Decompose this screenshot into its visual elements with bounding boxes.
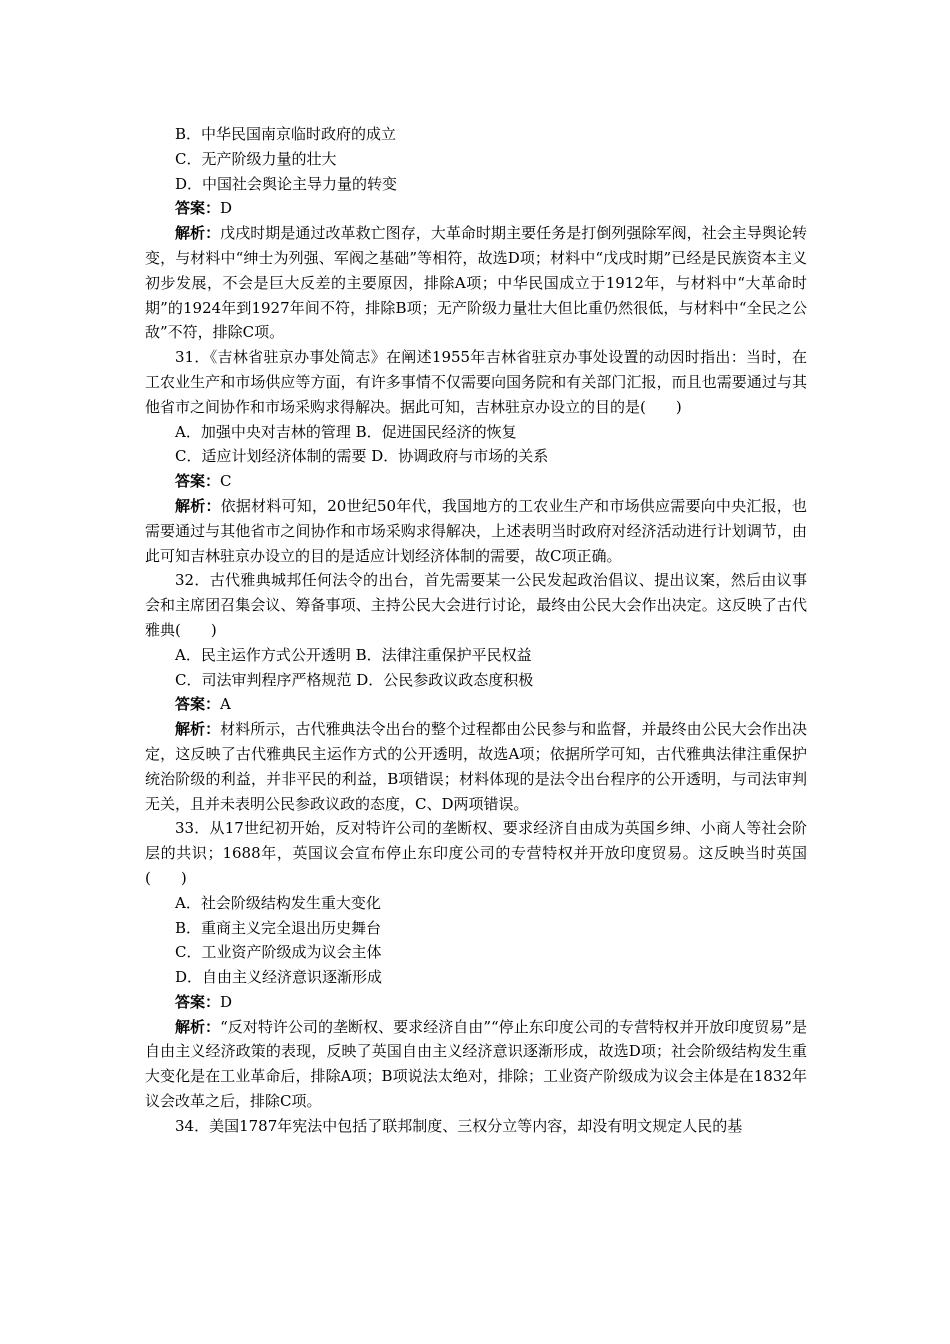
q31-analysis [145,494,807,568]
q33-answer [145,990,807,1015]
q30-answer [145,196,807,221]
q33-option-d: D．自由主义经济意识逐渐形成 [175,968,383,987]
document-page [145,122,807,1139]
answer-label: 答案： [175,992,221,1011]
q33-option-c: C．工业资产阶级成为议会主体 [175,943,382,962]
answer-label: 答案： [175,695,221,714]
q32-options-cd: C．司法审判程序严格规范 D．公民参政议政态度积极 [175,670,534,689]
q31-options-cd: C．适应计划经济体制的需要 D．协调政府与市场的关系 [175,447,549,466]
answer-value: D [220,992,233,1011]
answer-label: 答案： [175,199,221,218]
answer-value: A [220,695,231,714]
q30-option-b: B．中华民国南京临时政府的成立 [175,125,397,143]
answer-value: C [220,472,232,491]
analysis-label: 解析： [175,224,221,243]
q33-option-b: B．重商主义完全退出历史舞台 [175,918,382,937]
q33-option-a: A．社会阶级结构发生重大变化 [175,893,381,912]
q31-options-ab: A．加强中央对吉林的管理 B．促进国民经济的恢复 [175,422,517,441]
q32-options-ab: A．民主运作方式公开透明 B．法律注重保护平民权益 [175,645,532,664]
analysis-text: 戊戌时期是通过改革救亡图存，大革命时期主要任务是打倒列强除军阀，社会主导舆论转变，与材料中“绅士为列强、军阀之基础”等相符，故选D项；材料中“戊戌时期”已经是民族资本主义初步发展，不会是巨大反差的主要原因，排除A项；中华民国成立于1912年，与材料中“大革命时期”的1924年到1927年间不符，排除B项；无产阶级力量壮大但比重仍然很低，与材料中“全民之公敌”不符，排除C项。 [145,224,807,342]
analysis-text: “反对特许公司的垄断权、要求经济自由”“停止东印度公司的专营特权并开放印度贸易”是自由主义经济政策的表现，反映了英国自由主义经济意识逐渐形成，故选D项；社会阶级结构发生重大变化是在工业革命后，排除A项；B项说法太绝对，排除；工业资产阶级成为议会主体是在1832年议会改革之后，排除C项。 [145,1017,807,1111]
q31-answer [145,469,807,494]
q32-answer [145,692,807,717]
q33-analysis [145,1015,807,1114]
q30-option-d: D．中国社会舆论主导力量的转变 [175,174,398,193]
q32-stem: 32．古代雅典城邦任何法令的出台，首先需要某一公民发起政治倡议、提出议案，然后由议事会和主席团召集会议、筹备事项、主持公民大会进行讨论，最终由公民大会作出决定。这反映了古代雅典( ) [145,571,807,639]
analysis-text: 材料所示，古代雅典法令出台的整个过程都由公民参与和监督，并最终由公民大会作出决定，这反映了古代雅典民主运作方式的公开透明，故选A项；依据所学可知，古代雅典法律注重保护统治阶级的利益，并非平民的利益，B项错误；材料体现的是法令出台程序的公开透明，与司法审判无关，且并未表明公民参政议政的态度，C、D两项错误。 [145,720,807,813]
q31-stem: 31．《吉林省驻京办事处简志》在阐述1955年吉林省驻京办事处设置的动因时指出：当时，在工农业生产和市场供应等方面，有许多事情不仅需要向国务院和有关部门汇报，而且也需要通过与其他省市之间协作和市场采购求得解决。据此可知，吉林驻京办设立的目的是( ) [145,348,807,416]
q30-option-c: C．无产阶级力量的壮大 [175,149,337,168]
answer-label: 答案： [175,472,221,491]
q30-analysis [145,221,807,345]
analysis-label: 解析： [175,496,221,515]
analysis-text: 依据材料可知，20世纪50年代，我国地方的工农业生产和市场供应需要向中央汇报，也需要通过与其他省市之间协作和市场采购求得解决，上述表明当时政府对经济活动进行计划调节，由此可知吉林驻京办设立的目的是适应计划经济体制的需要，故C项正确。 [145,496,807,565]
q34-stem: 34．美国1787年宪法中包括了联邦制度、三权分立等内容，却没有明文规定人民的基 [175,1116,743,1135]
answer-value: D [220,199,233,218]
q32-analysis [145,717,807,816]
analysis-label: 解析： [175,720,221,739]
analysis-label: 解析： [175,1017,221,1036]
q33-stem: 33．从17世纪初开始，反对特许公司的垄断权、要求经济自由成为英国乡绅、小商人等社会阶层的共识；1688年，英国议会宣布停止东印度公司的专营特权并开放印度贸易。这反映当时英国( ) [145,819,807,887]
